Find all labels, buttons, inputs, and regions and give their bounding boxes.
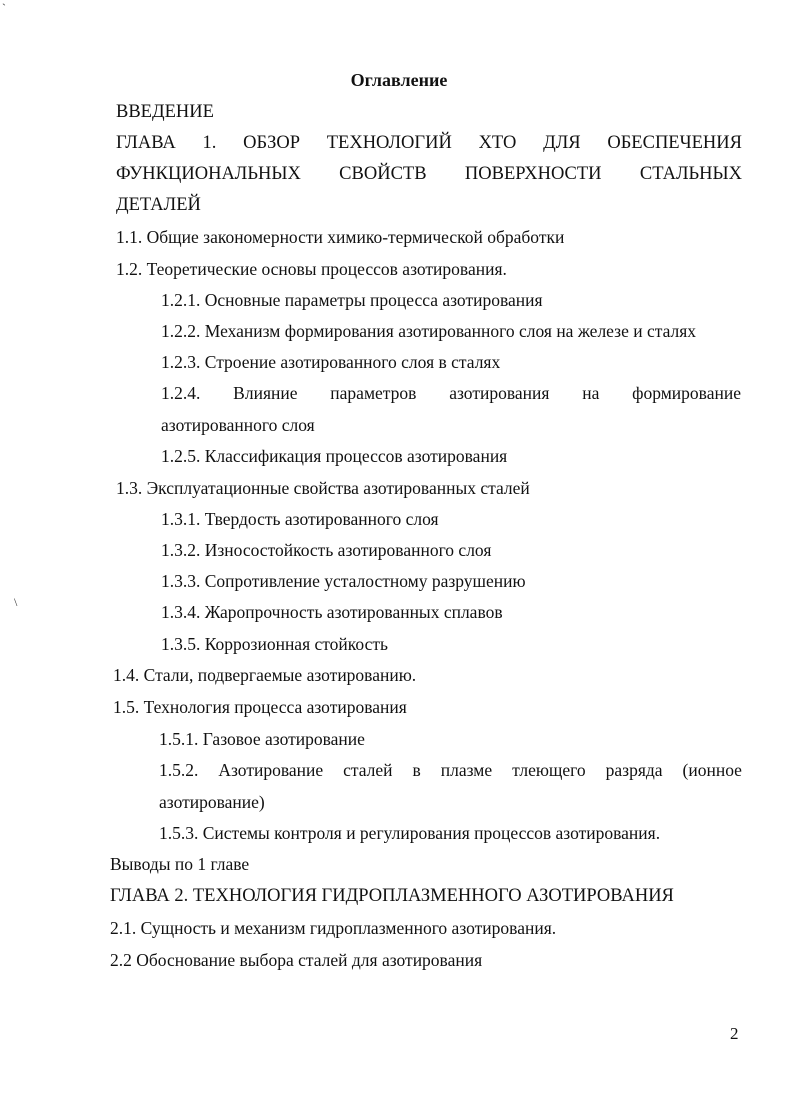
word: ОБЗОР: [243, 133, 300, 153]
toc-section-1-2-1: 1.2.1. Основные параметры процесса азотирования: [161, 290, 543, 310]
word: 1.2.4.: [161, 383, 201, 403]
toc-chapter1-line3: ДЕТАЛЕЙ: [116, 195, 201, 215]
word: 1.: [202, 133, 217, 153]
word: ПОВЕРХНОСТИ: [464, 164, 602, 184]
word: ОБЕСПЕЧЕНИЯ: [607, 133, 742, 153]
toc-conclusions-1: Выводы по 1 главе: [110, 854, 250, 874]
page-title: Оглавление: [350, 70, 448, 90]
toc-section-1-2-5: 1.2.5. Классификация процессов азотирования: [161, 446, 508, 466]
word: Влияние: [233, 383, 298, 403]
toc-section-1-5-2-cont: азотирование): [159, 792, 265, 812]
word: ГЛАВА: [116, 133, 176, 153]
word: азотирования: [449, 383, 550, 403]
page-number: 2: [730, 1024, 739, 1043]
toc-section-1-5-3: 1.5.3. Системы контроля и регулирования процессов азотирования.: [159, 823, 661, 843]
word: ТЕХНОЛОГИЙ: [326, 133, 452, 153]
toc-section-1-1: 1.1. Общие закономерности химико-термической обработки: [116, 227, 565, 247]
toc-section-1-5-1: 1.5.1. Газовое азотирование: [159, 729, 365, 749]
toc-section-1-3-3: 1.3.3. Сопротивление усталостному разрушению: [161, 571, 526, 591]
scan-mark-top: `: [2, 1, 6, 15]
word: ХТО: [478, 133, 517, 153]
toc-section-1-5: 1.5. Технология процесса азотирования: [113, 697, 407, 717]
scan-mark-left: \: [14, 595, 18, 609]
toc-section-1-2-4: [161, 381, 741, 405]
word: в: [412, 760, 421, 780]
toc-chapter2: ГЛАВА 2. ТЕХНОЛОГИЯ ГИДРОПЛАЗМЕННОГО АЗОТИРОВАНИЯ: [110, 886, 674, 906]
word: плазме: [440, 760, 493, 780]
toc-section-1-2-4-cont: азотированного слоя: [161, 415, 315, 435]
word: на: [582, 383, 600, 403]
toc-section-1-3: 1.3. Эксплуатационные свойства азотированных сталей: [116, 478, 530, 498]
word: СТАЛЬНЫХ: [639, 164, 742, 184]
word: 1.5.2.: [159, 760, 199, 780]
toc-section-1-2: 1.2. Теоретические основы процессов азотирования.: [116, 259, 507, 279]
word: Азотирование: [218, 760, 324, 780]
word: разряда: [605, 760, 663, 780]
word: ДЛЯ: [543, 133, 581, 153]
word: ФУНКЦИОНАЛЬНЫХ: [116, 164, 301, 184]
toc-section-1-2-3: 1.2.3. Строение азотированного слоя в сталях: [161, 352, 501, 372]
toc-introduction: ВВЕДЕНИЕ: [116, 102, 214, 122]
toc-chapter1-line1: [116, 131, 742, 155]
toc-chapter1-line2: [116, 162, 742, 186]
word: (ионное: [682, 760, 742, 780]
toc-section-1-3-2: 1.3.2. Износостойкость азотированного слоя: [161, 540, 492, 560]
toc-section-2-1: 2.1. Сущность и механизм гидроплазменного азотирования.: [110, 918, 557, 938]
word: параметров: [330, 383, 417, 403]
word: формирование: [632, 383, 741, 403]
toc-section-1-2-2: 1.2.2. Механизм формирования азотированного слоя на железе и сталях: [161, 321, 697, 341]
toc-section-1-3-1: 1.3.1. Твердость азотированного слоя: [161, 509, 439, 529]
word: сталей: [343, 760, 393, 780]
toc-section-1-3-5: 1.3.5. Коррозионная стойкость: [161, 634, 388, 654]
toc-section-1-5-2: [159, 758, 742, 782]
toc-section-2-2: 2.2 Обоснование выбора сталей для азотирования: [110, 950, 483, 970]
toc-section-1-4: 1.4. Стали, подвергаемые азотированию.: [113, 665, 417, 685]
word: тлеющего: [512, 760, 586, 780]
word: СВОЙСТВ: [339, 164, 427, 184]
toc-section-1-3-4: 1.3.4. Жаропрочность азотированных сплавов: [161, 602, 503, 622]
